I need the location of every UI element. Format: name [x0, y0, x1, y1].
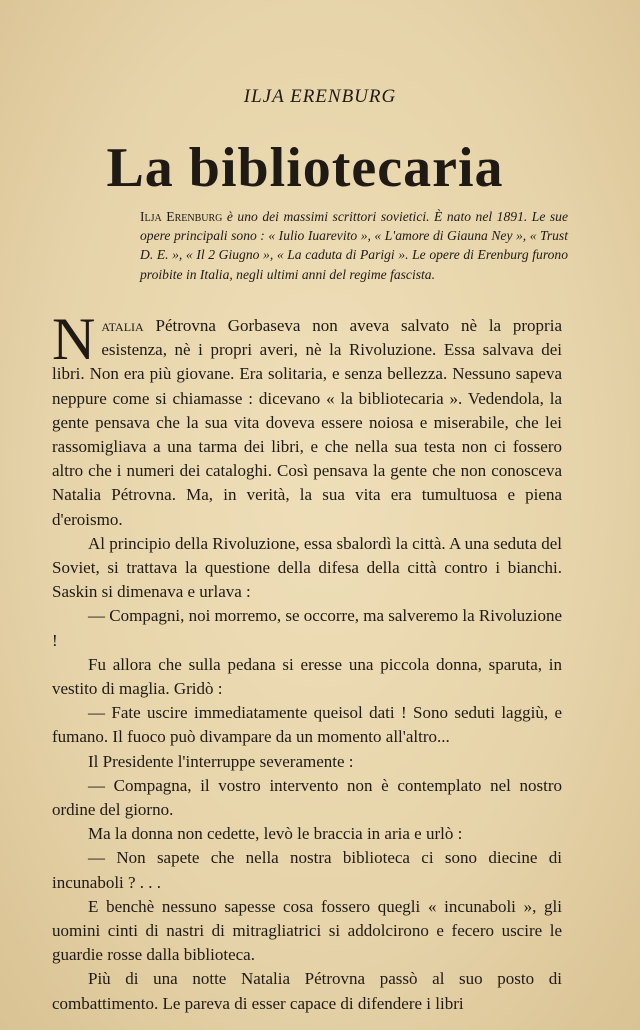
- page-title: La bibliotecaria: [106, 137, 504, 199]
- first-word-small-caps: atalia: [101, 316, 144, 335]
- drop-cap: N: [52, 306, 96, 372]
- paragraph-1: [52, 306, 562, 532]
- author-heading: ILJA ERENBURG: [243, 86, 397, 107]
- paragraph-2: Al principio della Rivoluzione, essa sbalordì la città. A una seduta del Soviet, si trattava la questione della difesa della città contro i bianchi. Saskin si dimenava e urlava :: [52, 533, 562, 602]
- intro-author-name: Ilja Erenburg: [140, 209, 223, 224]
- paragraph-9: — Non sapete che nella nostra biblioteca ci sono diecine di incunaboli ? . . .: [52, 848, 562, 892]
- paragraph-7: — Compagna, il vostro intervento non è contemplato nel nostro ordine del giorno.: [52, 775, 562, 820]
- paragraph-6: Il Presidente l'interruppe severamente :: [88, 751, 354, 771]
- paragraph-3: — Compagni, noi morremo, se occorre, ma salveremo la Rivoluzione !: [52, 606, 562, 650]
- paragraph-4: Fu allora che sulla pedana si eresse una piccola donna, sparuta, in vestito di maglia. Gridò :: [52, 654, 562, 699]
- paragraph-8: Ma la donna non cedette, levò le braccia in aria e urlò :: [88, 824, 463, 844]
- paragraph-1-text: Pétrovna Gorbaseva non aveva salvato nè la propria esistenza, nè i propri averi, nè la Rivoluzione. Essa salvava dei libri. Non era più giovane. Era solitaria, e senza bellezza. Nessuno sapeva neppure come si chiamasse : dicevano « la bibliotecaria ». Vedendola, la gente pensava che la sua vita doveva essere noiosa e miserabile, che lei rassomigliava a una tarma dei libri, e che nella sua testa non ci fossero altro che i numeri dei cataloghi. Così pensava la gente che non conosceva Natalia Pétrovna. Ma, in verità, la sua vita era tumultuosa e piena d'eroismo.: [52, 316, 562, 529]
- paragraph-10: E benchè nessuno sapesse cosa fossero quegli « incunaboli », gli uomini cinti di nastri di mitragliatrici si addolcirono e fecero uscire le guardie rosse dalla biblioteca.: [52, 896, 562, 965]
- author-intro: [140, 207, 568, 284]
- intro-text: è uno dei massimi scrittori sovietici. È nato nel 1891. Le sue opere principali sono : « Iulio Iuarevito », « L'amore di Giauna Ney », « Trust D. E. », « Il 2 Giugno », « La caduta di Parigi ». Le opere di Erenburg furono proibite in Italia, negli ultimi anni del regime fascista.: [140, 209, 569, 282]
- paragraph-11: Più di una notte Natalia Pétrovna passò al suo posto di combattimento. Le pareva di esser capace di difendere i libri: [52, 969, 562, 1013]
- article-body: [52, 306, 562, 1016]
- paragraph-5: — Fate uscire immediatamente queisol dati ! Sono seduti laggiù, e fumano. Il fuoco può divampare da un momento all'altro...: [52, 703, 562, 747]
